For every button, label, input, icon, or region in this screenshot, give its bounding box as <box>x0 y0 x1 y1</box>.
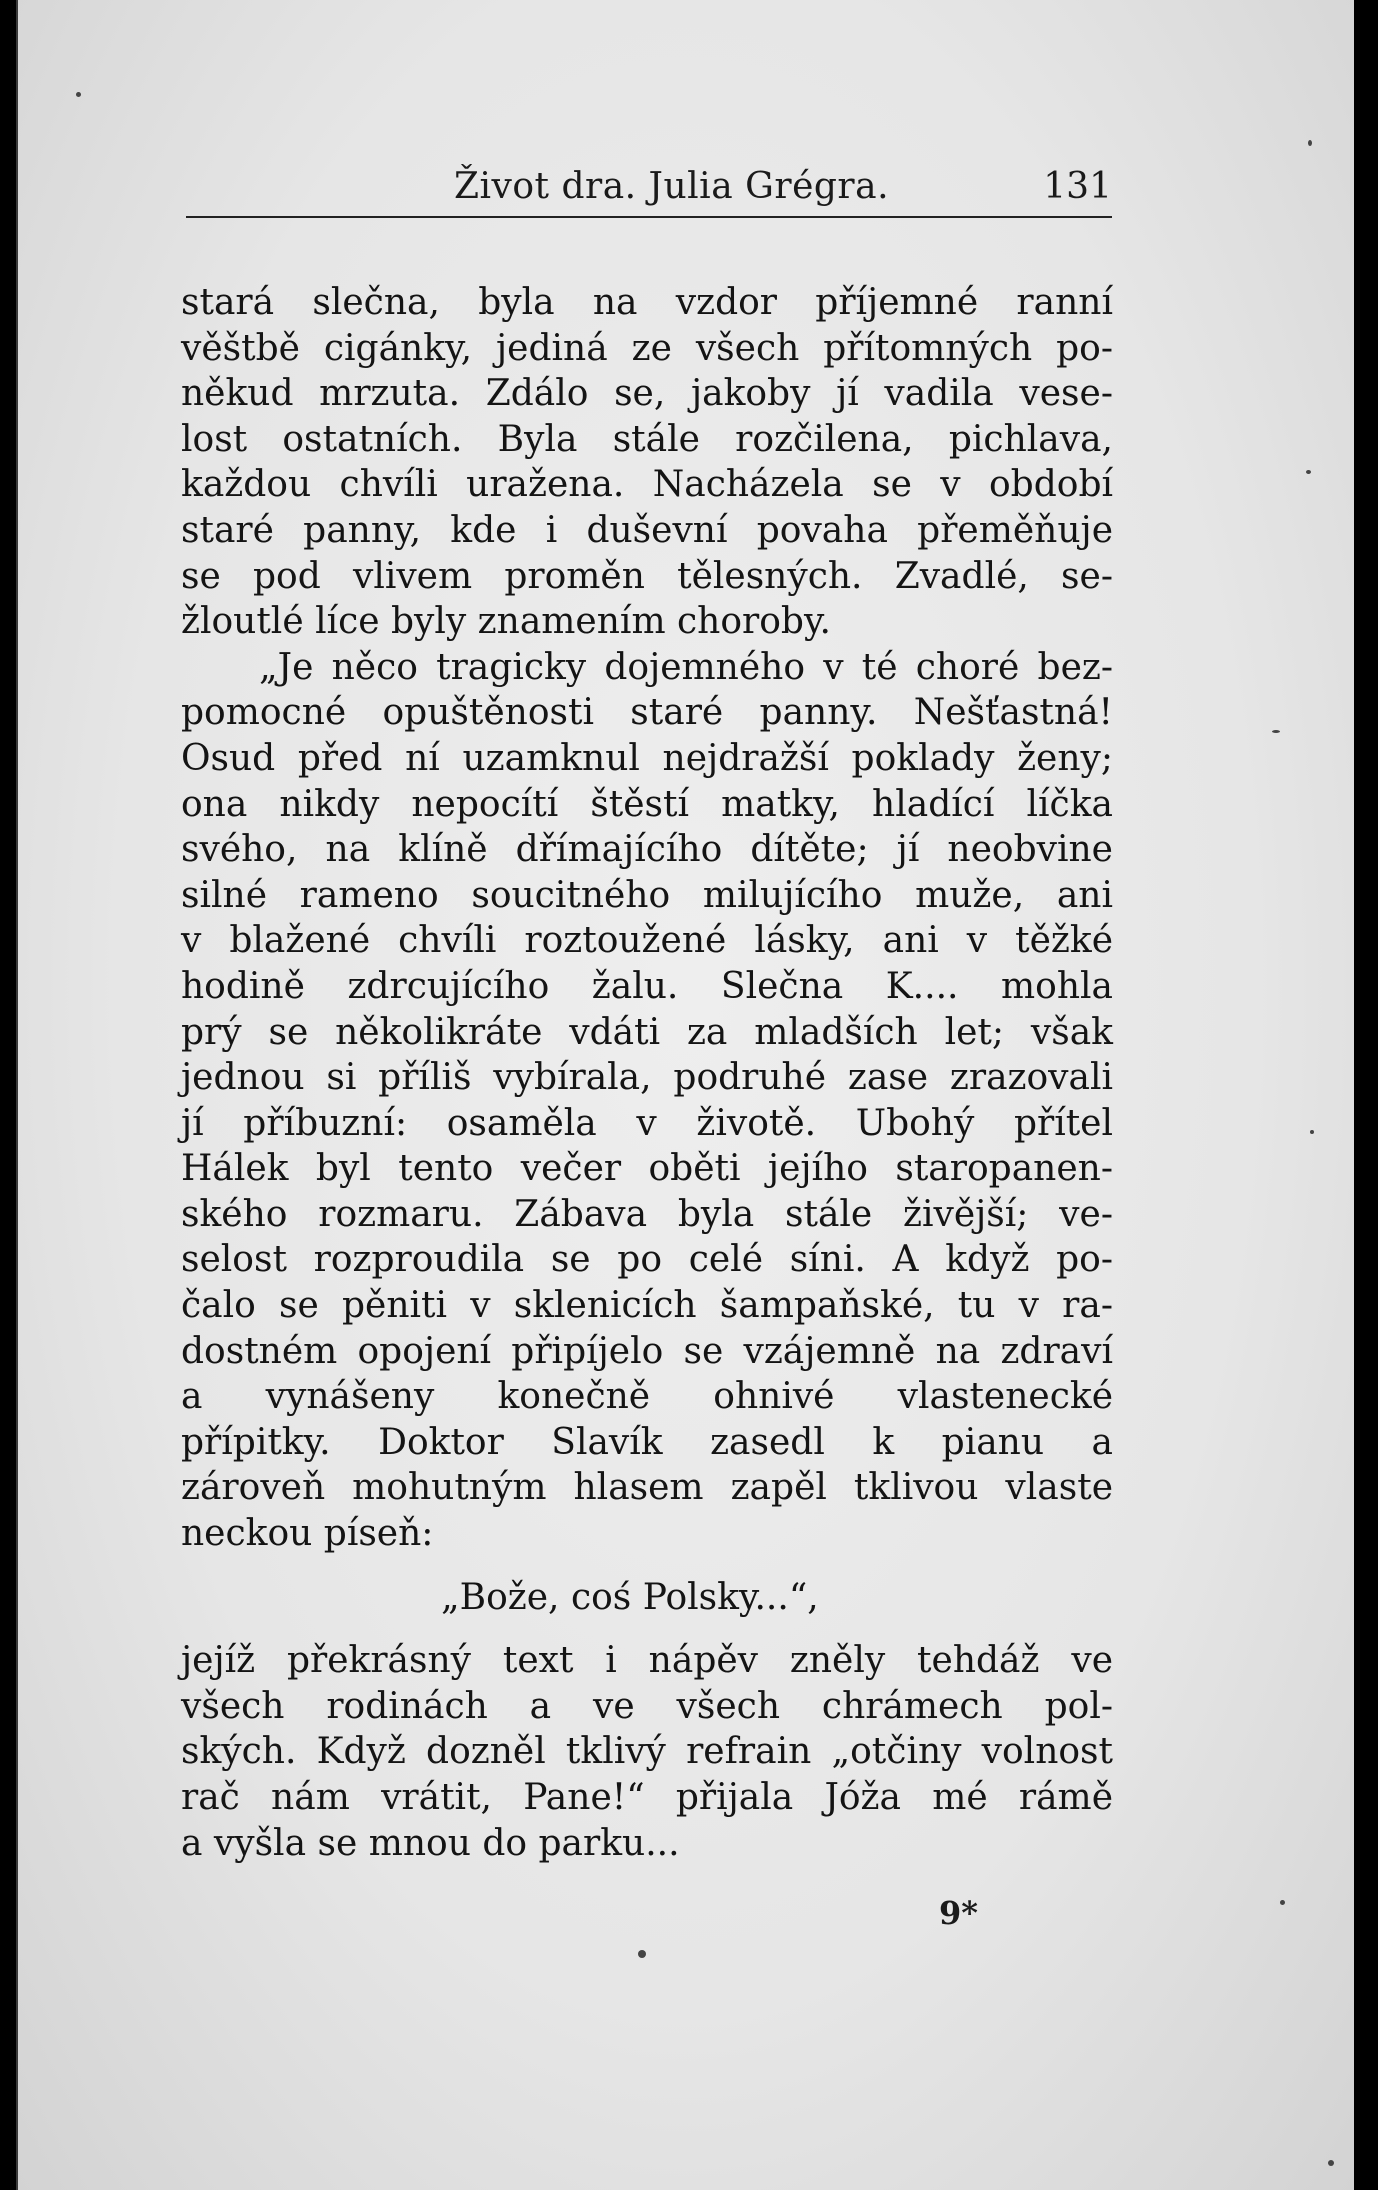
text-line: Hálek byl tento večer oběti jejího staropanen- <box>181 1148 1113 1190</box>
text-line: Osud před ní uzamknul nejdražší poklady ženy; <box>181 737 1113 779</box>
text-line: každou chvíli uražena. Nacházela se v období <box>181 464 1113 506</box>
text-line: staré panny, kde i duševní povaha přeměňuje <box>181 509 1113 551</box>
text-line: věštbě cigánky, jediná ze všech přítomných po- <box>181 327 1113 369</box>
running-title: Život dra. Julia Grégra. <box>454 166 890 207</box>
text-line: ona nikdy nepocítí štěstí matky, hladící líčka <box>181 783 1113 825</box>
dust-speck <box>1308 140 1312 146</box>
text-line: rač nám vrátit, Pane!“ přijala Jóža mé rámě <box>181 1777 1113 1818</box>
text-line: čalo se pěniti v sklenicích šampaňské, tu v ra- <box>181 1285 1113 1327</box>
text-line: dostném opojení připíjelo se vzájemně na zdraví <box>181 1330 1113 1372</box>
text-line: v blažené chvíli roztoužené lásky, ani v těžké <box>181 920 1113 962</box>
text-line: jí příbuzní: osaměla v životě. Ubohý přítel <box>181 1102 1113 1144</box>
dust-speck <box>1272 730 1280 733</box>
text-line: lost ostatních. Byla stále rozčilena, pichlava, <box>181 418 1113 460</box>
text-line: silné rameno soucitného milujícího muže, ani <box>181 874 1113 916</box>
page-header <box>186 166 1112 218</box>
text-line: pomocné opuštěnosti staré panny. Nešťastná! <box>181 692 1113 734</box>
text-line: stará slečna, byla na vzdor příjemné ranní <box>181 282 1113 323</box>
text-line: jejíž překrásný text i nápěv zněly tehdáž ve <box>181 1640 1113 1682</box>
text-line: neckou píseň: <box>181 1513 434 1555</box>
paragraph-start-line: „Je něco tragicky dojemného v té choré bez- <box>259 646 1113 688</box>
body-text <box>181 280 1113 1866</box>
text-line: ského rozmaru. Zábava byla stále živější; ve- <box>181 1193 1113 1235</box>
text-line: svého, na klíně dřímajícího dítěte; jí neobvine <box>181 829 1113 871</box>
text-line: hodině zdrcujícího žalu. Slečna K.... mohla <box>181 965 1113 1007</box>
dust-speck <box>1280 1900 1285 1905</box>
text-line: všech rodinách a ve všech chrámech pol- <box>181 1685 1113 1727</box>
song-title-line: „Bože, coś Polsky...“, <box>441 1576 819 1618</box>
dust-speck <box>1328 2160 1334 2166</box>
text-line: a vyšla se mnou do parku... <box>181 1822 680 1864</box>
page-number: 131 <box>1043 166 1112 207</box>
dust-speck <box>1310 1130 1314 1134</box>
text-line: žloutlé líce byly znamením choroby. <box>181 601 831 643</box>
text-line: a vynášeny konečně ohnivé vlastenecké <box>181 1376 1113 1418</box>
text-line: ských. Když dozněl tklivý refrain „otčiny volnost <box>181 1731 1113 1773</box>
text-line: zároveň mohutným hlasem zapěl tklivou vlaste <box>181 1467 1113 1509</box>
text-line: přípitky. Doktor Slavík zasedl k pianu a <box>181 1421 1113 1463</box>
dust-speck <box>1306 470 1311 474</box>
signature-mark: 9* <box>939 1894 978 1932</box>
dust-speck <box>76 92 81 97</box>
text-line: někud mrzuta. Zdálo se, jakoby jí vadila vese- <box>181 373 1113 415</box>
text-line: se pod vlivem proměn tělesných. Zvadlé, se- <box>181 555 1113 597</box>
text-line: selost rozproudila se po celé síni. A když po- <box>181 1239 1113 1281</box>
text-line: jednou si příliš vybírala, podruhé zase zrazovali <box>181 1057 1113 1099</box>
dust-speck <box>638 1950 646 1958</box>
text-line: prý se několikráte vdáti za mladších let; však <box>181 1011 1113 1053</box>
